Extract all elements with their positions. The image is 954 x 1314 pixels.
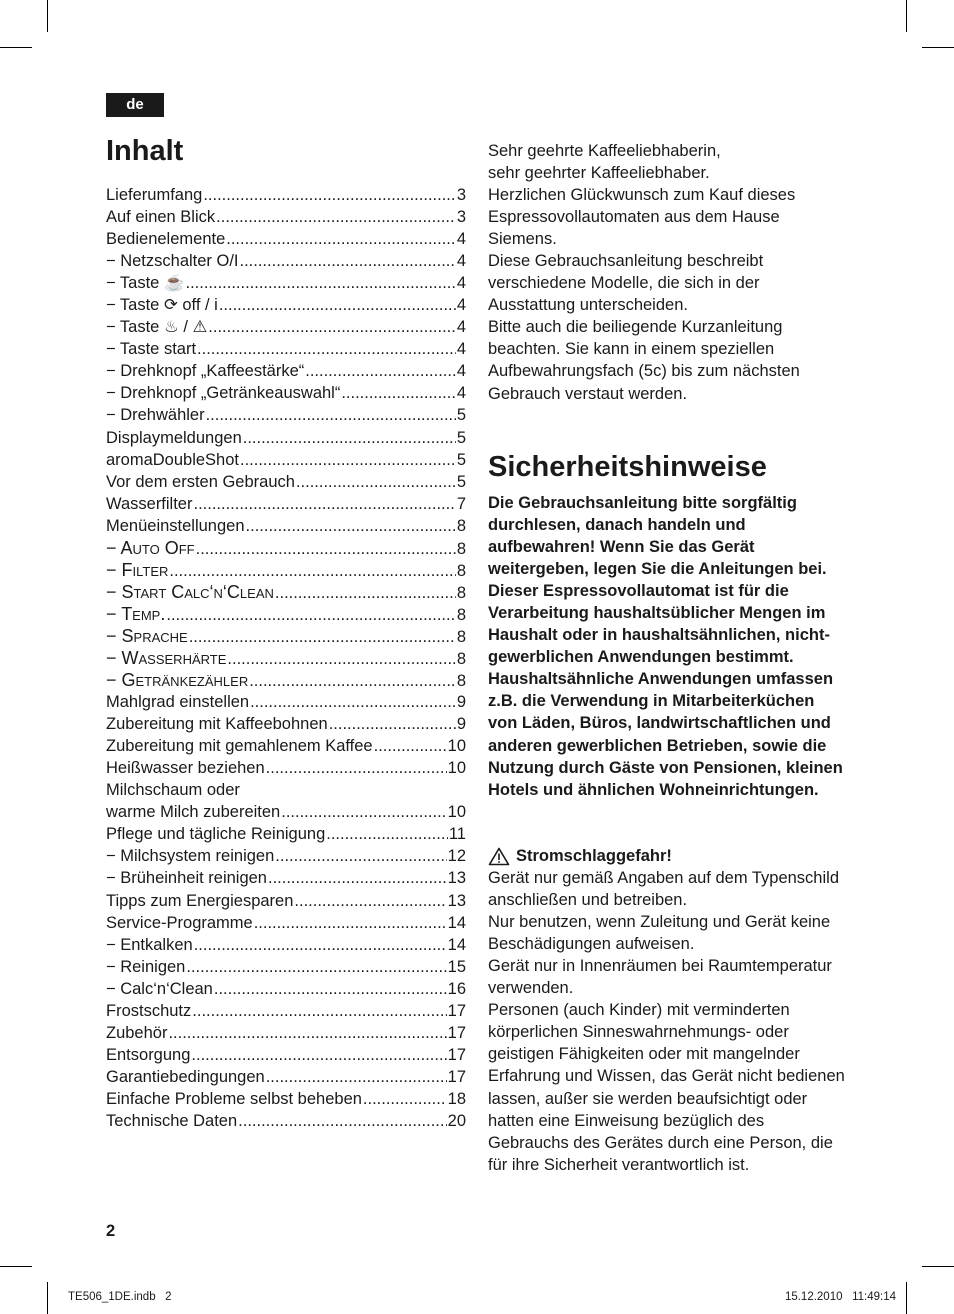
toc-leader-dots [363, 1088, 447, 1110]
toc-leader-dots [268, 867, 447, 889]
toc-entry-label: − Drehwähler [106, 406, 205, 425]
toc-leader-dots [275, 582, 456, 604]
toc-entry-page: 8 [456, 605, 466, 624]
toc-entry-page: 8 [456, 627, 466, 646]
crop-mark [0, 47, 32, 48]
toc-entry-page: 10 [447, 737, 466, 756]
toc-leader-dots [193, 493, 455, 515]
toc-entry [106, 1110, 466, 1132]
toc-leader-dots [169, 560, 455, 582]
toc-entry [106, 427, 466, 449]
toc-entry-label: Zubereitung mit Kaffeebohnen [106, 715, 328, 734]
toc-entry [106, 625, 466, 647]
toc-entry-page: 17 [447, 1067, 466, 1086]
toc-entry [106, 757, 466, 779]
toc-entry-page: 9 [456, 693, 466, 712]
crop-mark [47, 0, 48, 32]
toc-entry [106, 1044, 466, 1066]
toc-entry [106, 978, 466, 1000]
toc-entry-label: Technische Daten [106, 1111, 238, 1130]
toc-entry-page: 4 [456, 362, 466, 381]
crop-mark [922, 1266, 954, 1267]
toc-leader-dots [374, 735, 447, 757]
toc-entry [106, 1000, 466, 1022]
toc-entry-page: 20 [447, 1111, 466, 1130]
toc-entry-page: 14 [447, 913, 466, 932]
toc-entry-label: − Taste ☕ [106, 274, 185, 293]
toc-entry-label: − Getränkezähler [106, 670, 249, 691]
warning-body [488, 867, 848, 1176]
toc-entry [106, 294, 466, 316]
toc-leader-dots [254, 912, 447, 934]
toc-entry [106, 404, 466, 426]
toc-entry-page: 8 [456, 516, 466, 535]
crop-mark [906, 0, 907, 32]
toc-entry-label: − Reinigen [106, 957, 186, 976]
toc-entry-page: 8 [456, 672, 466, 691]
toc-entry [106, 493, 466, 515]
warning-paragraph: Gerät nur gemäß Angaben auf dem Typenschild anschließen und betreiben. [488, 869, 839, 910]
toc-leader-dots [275, 845, 446, 867]
toc-entry [106, 647, 466, 669]
toc-entry-label: − Wasserhärte [106, 647, 227, 668]
toc-entry [106, 228, 466, 250]
toc-entry [106, 603, 466, 625]
toc-leader-dots [208, 316, 456, 338]
toc-leader-dots [186, 956, 446, 978]
toc-entry-page: 13 [447, 869, 466, 888]
toc-entry-label: − Taste ⟳ off / i [106, 296, 218, 315]
toc-leader-dots [294, 890, 446, 912]
crop-mark [0, 1266, 32, 1267]
toc-leader-dots [249, 670, 456, 692]
toc-entry [106, 801, 466, 823]
toc-entry [106, 912, 466, 934]
toc-leader-dots [189, 626, 456, 648]
toc-entry-label: Lieferumfang [106, 186, 203, 204]
toc-entry-label: − Taste ♨ / ⚠ [106, 318, 208, 337]
toc-title: Inhalt [106, 135, 184, 167]
toc-entry-page: 5 [456, 472, 466, 491]
toc-entry-page: 4 [456, 230, 466, 249]
toc-entry [106, 316, 466, 338]
toc-leader-dots [226, 228, 456, 250]
toc-entry [106, 250, 466, 272]
toc-entry-label: Zubereitung mit gemahlenem Kaffee [106, 737, 373, 756]
toc-entry-page: 3 [456, 208, 466, 227]
toc-entry-label: Tipps zum Energiesparen [106, 891, 294, 910]
toc-leader-dots [266, 757, 447, 779]
toc-leader-dots [266, 1066, 447, 1088]
intro-paragraph: sehr geehrter Kaffeeliebhaber. [488, 164, 710, 183]
toc-entry-label: Milchschaum oder [106, 781, 240, 800]
safety-bold-paragraph: Die Gebrauchsanleitung bitte sorgfältig durchlesen, danach handeln und aufbewahren! Wenn Sie das Gerät weitergeben, legen Sie die Anleitungen bei. Dieser Espressovollautomat ist für die Verarbeitung haushaltsüblicher Mengen im Haushalt oder in haushaltsähnlichen, nicht-gewerblichen Anwendungen bestimmt. Haushaltsähnliche Anwendungen umfassen z.B. die Verwendung in Mitarbeiterküchen von Läden, Büros, landwirtschaftlichen und anderen gewerblichen Betrieben, sowie die Nutzung durch Gäste von Pensionen, kleinen Hotels und ähnlichen Wohneinrichtungen. [488, 494, 843, 799]
toc-entry-page: 4 [456, 296, 466, 315]
toc-entry-label: Zubehör [106, 1023, 168, 1042]
safety-title: Sicherheitshinweise [488, 451, 767, 483]
warning-paragraph: Nur benutzen, wenn Zuleitung und Gerät keine Beschädigungen aufweisen. [488, 913, 831, 954]
toc-entry-page: 7 [456, 494, 466, 513]
toc-entry-page: 17 [447, 1045, 466, 1064]
toc-leader-dots [197, 338, 456, 360]
toc-leader-dots [240, 449, 456, 471]
toc-leader-dots [240, 250, 456, 272]
toc-leader-dots [250, 691, 456, 713]
toc-entry-page: 5 [456, 428, 466, 447]
toc-leader-dots [203, 184, 456, 206]
toc-leader-dots [191, 1044, 446, 1066]
toc-entry-page: 4 [456, 384, 466, 403]
toc-entry-page: 10 [447, 803, 466, 822]
toc-leader-dots [326, 823, 448, 845]
toc-entry [106, 559, 466, 581]
toc-leader-dots [238, 1110, 446, 1132]
toc-entry [106, 184, 466, 206]
toc-leader-dots [296, 471, 456, 493]
toc-entry [106, 206, 466, 228]
toc-entry-page: 18 [447, 1089, 466, 1108]
toc-entry [106, 449, 466, 471]
toc-entry [106, 669, 466, 691]
toc-entry [106, 1066, 466, 1088]
crop-mark [922, 47, 954, 48]
toc-entry [106, 1088, 466, 1110]
toc-leader-dots [305, 360, 456, 382]
crop-mark [47, 1282, 48, 1314]
toc-entry [106, 537, 466, 559]
toc-entry-label: Bedienelemente [106, 230, 226, 249]
language-tab: de [106, 93, 164, 117]
toc-entry-page: 17 [447, 1001, 466, 1020]
toc-entry-label: − Netzschalter O/I [106, 252, 239, 271]
toc-leader-dots [196, 538, 456, 560]
toc-entry [106, 845, 466, 867]
toc-entry [106, 867, 466, 889]
toc-entry-page: 8 [456, 583, 466, 602]
page-number: 2 [106, 1222, 116, 1240]
table-of-contents [106, 184, 466, 1132]
toc-entry [106, 691, 466, 713]
toc-entry-label: − Entkalken [106, 935, 193, 954]
toc-entry [106, 382, 466, 404]
toc-entry-label: − Drehknopf „Getränkeauswahl“ [106, 384, 341, 403]
intro-paragraph: Herzlichen Glückwunsch zum Kauf dieses Espressovollautomaten aus dem Hause Siemens. [488, 186, 796, 249]
toc-entry [106, 779, 466, 801]
toc-leader-dots [206, 404, 456, 426]
toc-leader-dots [186, 272, 456, 294]
toc-leader-dots [166, 604, 455, 626]
toc-entry-page: 14 [447, 935, 466, 954]
toc-entry-page: 16 [447, 979, 466, 998]
toc-entry-label: Frostschutz [106, 1001, 192, 1020]
toc-leader-dots [219, 294, 456, 316]
toc-entry-page: 8 [456, 539, 466, 558]
toc-entry-label: Auf einen Blick [106, 208, 216, 227]
warning-triangle-icon [488, 847, 510, 866]
toc-entry-page: 8 [456, 649, 466, 668]
footer-file: TE506_1DE.indb 2 [68, 1291, 172, 1303]
toc-entry [106, 823, 466, 845]
toc-entry-label: Menüeinstellungen [106, 516, 245, 535]
toc-entry-page: 15 [447, 957, 466, 976]
toc-entry-page: 4 [456, 274, 466, 293]
toc-entry-page: 4 [456, 318, 466, 337]
toc-entry-label: − Milchsystem reinigen [106, 847, 275, 866]
toc-entry [106, 338, 466, 360]
electric-shock-warning [488, 845, 848, 1176]
warning-paragraph: Gerät nur in Innenräumen bei Raumtemperatur verwenden. [488, 957, 832, 998]
toc-entry [106, 1022, 466, 1044]
toc-entry [106, 934, 466, 956]
toc-leader-dots [194, 934, 447, 956]
toc-entry-label: Displaymeldungen [106, 428, 242, 447]
toc-entry-label: Pflege und tägliche Reinigung [106, 825, 326, 844]
toc-leader-dots [341, 382, 455, 404]
toc-entry [106, 515, 466, 537]
toc-entry-label: Heißwasser beziehen [106, 759, 265, 778]
toc-entry-label: Wasserfilter [106, 494, 193, 513]
warning-heading-text: Stromschlaggefahr! [516, 847, 672, 865]
toc-entry-page: 4 [456, 340, 466, 359]
toc-leader-dots [329, 713, 456, 735]
toc-entry [106, 890, 466, 912]
toc-leader-dots [216, 206, 456, 228]
toc-leader-dots [168, 1022, 446, 1044]
toc-entry-label: Service-Programme [106, 913, 253, 932]
intro-paragraph: Diese Gebrauchsanleitung beschreibt verschiedene Modelle, die sich in der Ausstattung unterscheiden. [488, 252, 764, 315]
toc-entry-page: 10 [447, 759, 466, 778]
toc-entry-page: 4 [456, 252, 466, 271]
toc-entry-label: − Temp. [106, 603, 166, 624]
toc-entry-page: 5 [456, 406, 466, 425]
toc-entry-label: Garantiebedingungen [106, 1067, 265, 1086]
toc-entry-page: 8 [456, 561, 466, 580]
crop-mark [906, 1282, 907, 1314]
warning-heading [488, 845, 848, 867]
toc-entry [106, 272, 466, 294]
toc-entry-page: 5 [456, 450, 466, 469]
toc-entry-label: Mahlgrad einstellen [106, 693, 250, 712]
toc-entry-label: − Drehknopf „Kaffeestärke“ [106, 362, 305, 381]
toc-entry-page: 13 [447, 891, 466, 910]
toc-entry-label: − Brüheinheit reinigen [106, 869, 267, 888]
intro-paragraph: Bitte auch die beiliegende Kurzanleitung beachten. Sie kann in einem speziellen Aufbewahrungsfach (5c) bis zum nächsten Gebrauch verstaut werden. [488, 318, 800, 403]
toc-entry-page: 12 [447, 847, 466, 866]
toc-entry [106, 956, 466, 978]
intro-text [488, 140, 848, 405]
footer-datetime: 15.12.2010 11:49:14 [784, 1291, 896, 1303]
toc-leader-dots [243, 427, 456, 449]
toc-leader-dots [192, 1000, 446, 1022]
toc-entry-label: − Taste start [106, 340, 197, 359]
toc-entry-label: − Sprache [106, 625, 188, 646]
toc-entry [106, 471, 466, 493]
warning-paragraph: Personen (auch Kinder) mit verminderten körperlichen Sinneswahrnehmungs- oder geistigen Fähigkeiten oder mit mangelnder Erfahrung und Wissen, das Gerät nicht bedienen lassen, außer sie werden beaufsichtigt oder hatten eine Einweisung bezüglich des Gebrauchs des Gerätes durch eine Person, die für ihre Sicherheit verantwortlich ist. [488, 1001, 845, 1174]
toc-entry-label: − Filter [106, 559, 169, 580]
toc-entry-label: − Start Calc‘n‘Clean [106, 581, 274, 602]
toc-entry-label: Einfache Probleme selbst beheben [106, 1089, 362, 1108]
toc-entry [106, 581, 466, 603]
toc-leader-dots [281, 801, 446, 823]
toc-entry-page: 9 [456, 715, 466, 734]
toc-entry [106, 713, 466, 735]
toc-leader-dots [227, 648, 455, 670]
toc-entry [106, 360, 466, 382]
toc-leader-dots [246, 515, 456, 537]
toc-entry-label: Vor dem ersten Gebrauch [106, 472, 295, 491]
intro-paragraph: Sehr geehrte Kaffeeliebhaberin, [488, 142, 721, 160]
toc-entry-label: − Auto Off [106, 537, 195, 558]
toc-entry-label: aromaDoubleShot [106, 450, 239, 469]
toc-entry-page: 11 [448, 825, 466, 844]
toc-entry-label: warme Milch zubereiten [106, 803, 281, 822]
toc-entry-label: − Calc‘n‘Clean [106, 979, 213, 998]
toc-entry-page: 17 [447, 1023, 466, 1042]
toc-entry-page: 3 [456, 186, 466, 204]
toc-entry [106, 735, 466, 757]
toc-leader-dots [214, 978, 447, 1000]
toc-entry-label: Entsorgung [106, 1045, 191, 1064]
